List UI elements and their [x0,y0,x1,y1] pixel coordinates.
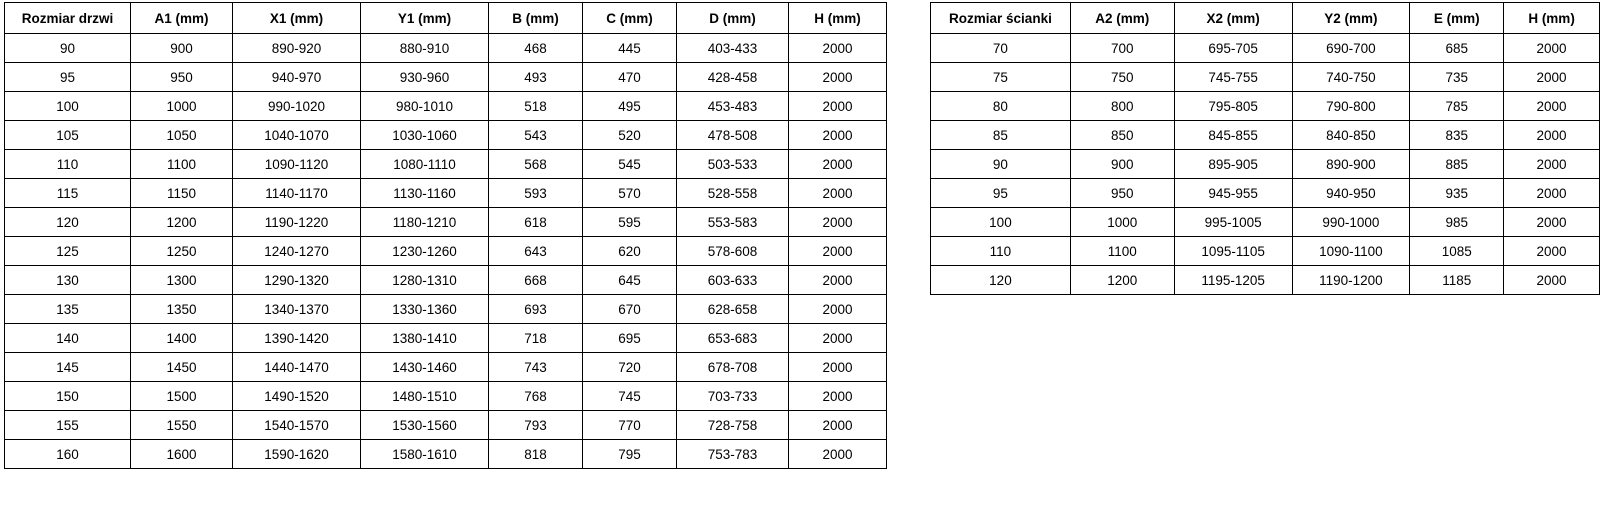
table-row [5,353,887,382]
cell: 155 [5,411,131,440]
cell: 493 [489,63,583,92]
table-row [931,63,1600,92]
cell: 543 [489,121,583,150]
cell: 453-483 [677,92,789,121]
cell: 1340-1370 [233,295,361,324]
cell: 678-708 [677,353,789,382]
cell: 518 [489,92,583,121]
cell: 80 [931,92,1071,121]
cell: 1100 [1070,237,1174,266]
cell: 1300 [131,266,233,295]
table-row [5,382,887,411]
cell: 768 [489,382,583,411]
cell: 880-910 [361,34,489,63]
cell: 95 [931,179,1071,208]
cell: 403-433 [677,34,789,63]
cell: 2000 [1504,208,1600,237]
cell: 2000 [1504,121,1600,150]
cell: 685 [1410,34,1504,63]
cell: 653-683 [677,324,789,353]
cell: 1240-1270 [233,237,361,266]
cell: 753-783 [677,440,789,469]
cell: 985 [1410,208,1504,237]
cell: 840-850 [1292,121,1410,150]
cell: 570 [583,179,677,208]
column-header-h: H (mm) [789,3,887,34]
table-row [5,34,887,63]
cell: 545 [583,150,677,179]
cell: 845-855 [1174,121,1292,150]
cell: 693 [489,295,583,324]
cell: 1095-1105 [1174,237,1292,266]
column-header-x1: X1 (mm) [233,3,361,34]
cell: 700 [1070,34,1174,63]
cell: 990-1020 [233,92,361,121]
cell: 85 [931,121,1071,150]
cell: 135 [5,295,131,324]
cell: 935 [1410,179,1504,208]
cell: 1000 [1070,208,1174,237]
cell: 695-705 [1174,34,1292,63]
cell: 990-1000 [1292,208,1410,237]
cell: 468 [489,34,583,63]
table-row [931,34,1600,63]
cell: 1450 [131,353,233,382]
cell: 1085 [1410,237,1504,266]
cell: 125 [5,237,131,266]
cell: 478-508 [677,121,789,150]
cell: 743 [489,353,583,382]
cell: 2000 [789,324,887,353]
cell: 2000 [789,411,887,440]
cell: 2000 [789,237,887,266]
table-header-row [5,3,887,34]
cell: 528-558 [677,179,789,208]
cell: 740-750 [1292,63,1410,92]
cell: 645 [583,266,677,295]
column-header-y2: Y2 (mm) [1292,3,1410,34]
cell: 1090-1120 [233,150,361,179]
table-row [5,121,887,150]
cell: 1230-1260 [361,237,489,266]
cell: 1350 [131,295,233,324]
cell: 1600 [131,440,233,469]
cell: 2000 [789,150,887,179]
cell: 1430-1460 [361,353,489,382]
cell: 1080-1110 [361,150,489,179]
walls-dimensions-table [930,2,1600,295]
cell: 2000 [789,266,887,295]
cell: 145 [5,353,131,382]
walls-table-body [931,34,1600,295]
cell: 2000 [789,382,887,411]
cell: 1190-1200 [1292,266,1410,295]
cell: 593 [489,179,583,208]
cell: 520 [583,121,677,150]
cell: 2000 [1504,63,1600,92]
cell: 695 [583,324,677,353]
cell: 1195-1205 [1174,266,1292,295]
table-row [931,121,1600,150]
cell: 1530-1560 [361,411,489,440]
cell: 1480-1510 [361,382,489,411]
cell: 940-950 [1292,179,1410,208]
cell: 1290-1320 [233,266,361,295]
cell: 643 [489,237,583,266]
cell: 1440-1470 [233,353,361,382]
cell: 2000 [789,440,887,469]
cell: 160 [5,440,131,469]
cell: 90 [931,150,1071,179]
cell: 2000 [1504,92,1600,121]
table-row [5,208,887,237]
cell: 2000 [789,208,887,237]
cell: 795-805 [1174,92,1292,121]
table-row [5,237,887,266]
cell: 1190-1220 [233,208,361,237]
cell: 620 [583,237,677,266]
cell: 728-758 [677,411,789,440]
cell: 568 [489,150,583,179]
cell: 1200 [1070,266,1174,295]
cell: 1250 [131,237,233,266]
cell: 2000 [1504,150,1600,179]
cell: 1330-1360 [361,295,489,324]
cell: 1400 [131,324,233,353]
cell: 750 [1070,63,1174,92]
table-row [5,92,887,121]
cell: 120 [5,208,131,237]
cell: 745 [583,382,677,411]
cell: 2000 [1504,179,1600,208]
cell: 503-533 [677,150,789,179]
cell: 120 [931,266,1071,295]
cell: 980-1010 [361,92,489,121]
cell: 950 [1070,179,1174,208]
table-row [931,150,1600,179]
column-header-rozmiar-drzwi: Rozmiar drzwi [5,3,131,34]
cell: 800 [1070,92,1174,121]
cell: 703-733 [677,382,789,411]
cell: 1200 [131,208,233,237]
doors-dimensions-table [4,2,887,469]
table-row [5,295,887,324]
cell: 2000 [789,121,887,150]
table-row [5,63,887,92]
cell: 470 [583,63,677,92]
cell: 95 [5,63,131,92]
cell: 140 [5,324,131,353]
cell: 945-955 [1174,179,1292,208]
cell: 900 [1070,150,1174,179]
cell: 2000 [1504,266,1600,295]
table-row [5,324,887,353]
cell: 100 [931,208,1071,237]
column-header-h: H (mm) [1504,3,1600,34]
cell: 890-900 [1292,150,1410,179]
cell: 2000 [789,179,887,208]
column-header-y1: Y1 (mm) [361,3,489,34]
cell: 445 [583,34,677,63]
cell: 1540-1570 [233,411,361,440]
column-header-e: E (mm) [1410,3,1504,34]
cell: 668 [489,266,583,295]
column-header-a2: A2 (mm) [1070,3,1174,34]
cell: 2000 [789,92,887,121]
cell: 553-583 [677,208,789,237]
cell: 790-800 [1292,92,1410,121]
cell: 850 [1070,121,1174,150]
table-row [931,208,1600,237]
column-header-a1: A1 (mm) [131,3,233,34]
column-header-d: D (mm) [677,3,789,34]
cell: 2000 [789,63,887,92]
cell: 995-1005 [1174,208,1292,237]
cell: 690-700 [1292,34,1410,63]
cell: 718 [489,324,583,353]
cell: 890-920 [233,34,361,63]
column-header-x2: X2 (mm) [1174,3,1292,34]
table-row [931,179,1600,208]
cell: 2000 [1504,237,1600,266]
cell: 735 [1410,63,1504,92]
cell: 578-608 [677,237,789,266]
cell: 1390-1420 [233,324,361,353]
cell: 1100 [131,150,233,179]
cell: 105 [5,121,131,150]
table-row [931,237,1600,266]
cell: 1180-1210 [361,208,489,237]
table-row [5,440,887,469]
cell: 895-905 [1174,150,1292,179]
cell: 495 [583,92,677,121]
cell: 110 [931,237,1071,266]
cell: 835 [1410,121,1504,150]
column-header-c: C (mm) [583,3,677,34]
table-header-row [931,3,1600,34]
cell: 785 [1410,92,1504,121]
cell: 1130-1160 [361,179,489,208]
cell: 720 [583,353,677,382]
cell: 2000 [789,295,887,324]
cell: 793 [489,411,583,440]
table-row [931,266,1600,295]
cell: 1000 [131,92,233,121]
cell: 1590-1620 [233,440,361,469]
cell: 885 [1410,150,1504,179]
cell: 1380-1410 [361,324,489,353]
table-row [5,150,887,179]
cell: 940-970 [233,63,361,92]
doors-dimensions-table-container [4,2,887,469]
table-row [5,266,887,295]
cell: 90 [5,34,131,63]
cell: 150 [5,382,131,411]
cell: 950 [131,63,233,92]
cell: 1490-1520 [233,382,361,411]
cell: 1090-1100 [1292,237,1410,266]
column-header-b: B (mm) [489,3,583,34]
cell: 618 [489,208,583,237]
doors-table-body [5,34,887,469]
cell: 115 [5,179,131,208]
cell: 818 [489,440,583,469]
cell: 2000 [789,353,887,382]
cell: 603-633 [677,266,789,295]
cell: 900 [131,34,233,63]
cell: 1500 [131,382,233,411]
cell: 628-658 [677,295,789,324]
cell: 1030-1060 [361,121,489,150]
cell: 1580-1610 [361,440,489,469]
table-row [5,179,887,208]
cell: 670 [583,295,677,324]
cell: 70 [931,34,1071,63]
cell: 745-755 [1174,63,1292,92]
cell: 1040-1070 [233,121,361,150]
cell: 2000 [789,34,887,63]
cell: 100 [5,92,131,121]
cell: 110 [5,150,131,179]
table-row [5,411,887,440]
cell: 1280-1310 [361,266,489,295]
cell: 130 [5,266,131,295]
cell: 595 [583,208,677,237]
cell: 795 [583,440,677,469]
cell: 75 [931,63,1071,92]
cell: 770 [583,411,677,440]
table-row [931,92,1600,121]
cell: 1050 [131,121,233,150]
cell: 1140-1170 [233,179,361,208]
cell: 1550 [131,411,233,440]
cell: 2000 [1504,34,1600,63]
cell: 1185 [1410,266,1504,295]
cell: 1150 [131,179,233,208]
doors-table-header [5,3,887,34]
cell: 428-458 [677,63,789,92]
walls-table-header [931,3,1600,34]
column-header-rozmiar-scianki: Rozmiar ścianki [931,3,1071,34]
cell: 930-960 [361,63,489,92]
walls-dimensions-table-container [930,2,1600,295]
